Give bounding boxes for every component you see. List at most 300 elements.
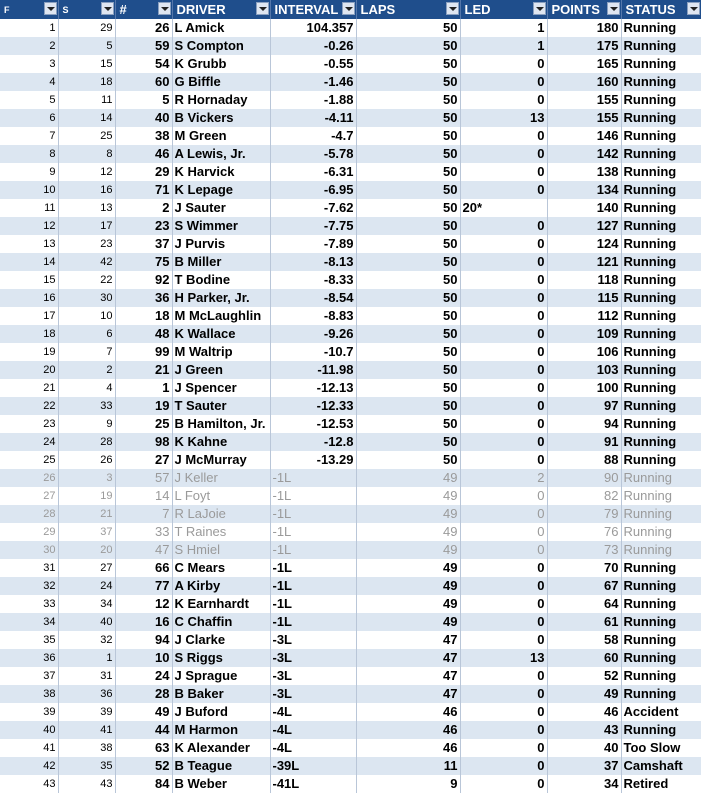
- cell-driver-name: J Sprague: [172, 667, 270, 685]
- cell-car-number: 25: [115, 415, 172, 433]
- table-row: [0, 469, 701, 487]
- cell-interval: -4.11: [270, 109, 356, 127]
- cell-finish-position: 16: [0, 289, 58, 307]
- cell-start-position: 10: [58, 307, 115, 325]
- cell-laps: 50: [356, 289, 460, 307]
- cell-finish-position: 4: [0, 73, 58, 91]
- cell-points: 140: [547, 199, 621, 217]
- cell-start-position: 8: [58, 145, 115, 163]
- filter-dropdown-icon[interactable]: [101, 2, 114, 15]
- cell-start-position: 29: [58, 19, 115, 37]
- cell-points: 103: [547, 361, 621, 379]
- table-row: [0, 451, 701, 469]
- cell-interval: -1.88: [270, 91, 356, 109]
- table-row: [0, 667, 701, 685]
- cell-finish-position: 22: [0, 397, 58, 415]
- cell-laps-led: 0: [460, 181, 547, 199]
- cell-points: 106: [547, 343, 621, 361]
- cell-interval: -13.29: [270, 451, 356, 469]
- cell-driver-name: L Foyt: [172, 487, 270, 505]
- cell-start-position: 21: [58, 505, 115, 523]
- cell-laps-led: 0: [460, 55, 547, 73]
- cell-status: Running: [621, 433, 701, 451]
- cell-driver-name: S Hmiel: [172, 541, 270, 559]
- cell-points: 109: [547, 325, 621, 343]
- cell-laps: 50: [356, 181, 460, 199]
- cell-laps-led: 0: [460, 703, 547, 721]
- cell-start-position: 4: [58, 379, 115, 397]
- cell-car-number: 54: [115, 55, 172, 73]
- cell-interval: -4L: [270, 721, 356, 739]
- cell-laps: 47: [356, 667, 460, 685]
- cell-interval: -7.62: [270, 199, 356, 217]
- cell-status: Running: [621, 73, 701, 91]
- cell-points: 112: [547, 307, 621, 325]
- cell-start-position: 20: [58, 541, 115, 559]
- cell-start-position: 34: [58, 595, 115, 613]
- column-header-s[interactable]: [58, 0, 115, 19]
- column-header-f[interactable]: [0, 0, 58, 19]
- cell-start-position: 27: [58, 559, 115, 577]
- cell-finish-position: 31: [0, 559, 58, 577]
- cell-laps-led: 0: [460, 163, 547, 181]
- cell-finish-position: 19: [0, 343, 58, 361]
- cell-interval: 104.357: [270, 19, 356, 37]
- cell-laps: 49: [356, 577, 460, 595]
- cell-laps: 49: [356, 469, 460, 487]
- cell-interval: -41L: [270, 775, 356, 793]
- column-header-laps[interactable]: [356, 0, 460, 19]
- table-row: [0, 325, 701, 343]
- cell-finish-position: 23: [0, 415, 58, 433]
- cell-car-number: 7: [115, 505, 172, 523]
- cell-laps-led: 0: [460, 145, 547, 163]
- cell-laps: 50: [356, 109, 460, 127]
- cell-interval: -1L: [270, 577, 356, 595]
- cell-points: 40: [547, 739, 621, 757]
- cell-driver-name: A Lewis, Jr.: [172, 145, 270, 163]
- cell-driver-name: K Wallace: [172, 325, 270, 343]
- filter-dropdown-icon[interactable]: [446, 2, 459, 15]
- cell-finish-position: 32: [0, 577, 58, 595]
- cell-laps-led: 0: [460, 595, 547, 613]
- cell-points: 64: [547, 595, 621, 613]
- cell-status: Running: [621, 505, 701, 523]
- cell-interval: -1L: [270, 559, 356, 577]
- cell-laps-led: 13: [460, 109, 547, 127]
- cell-driver-name: J Keller: [172, 469, 270, 487]
- cell-status: Running: [621, 721, 701, 739]
- filter-dropdown-icon[interactable]: [687, 2, 700, 15]
- table-row: [0, 289, 701, 307]
- cell-interval: -1L: [270, 541, 356, 559]
- cell-points: 94: [547, 415, 621, 433]
- cell-laps-led: 0: [460, 505, 547, 523]
- cell-points: 115: [547, 289, 621, 307]
- cell-finish-position: 6: [0, 109, 58, 127]
- cell-finish-position: 2: [0, 37, 58, 55]
- cell-laps: 50: [356, 127, 460, 145]
- cell-laps: 50: [356, 361, 460, 379]
- cell-points: 70: [547, 559, 621, 577]
- filter-dropdown-icon[interactable]: [44, 2, 57, 15]
- cell-car-number: 40: [115, 109, 172, 127]
- cell-laps-led: 13: [460, 649, 547, 667]
- cell-laps-led: 0: [460, 379, 547, 397]
- cell-interval: -1.46: [270, 73, 356, 91]
- cell-points: 52: [547, 667, 621, 685]
- column-header-label: LAPS: [360, 1, 396, 17]
- cell-laps: 50: [356, 271, 460, 289]
- cell-status: Running: [621, 487, 701, 505]
- cell-car-number: 2: [115, 199, 172, 217]
- cell-finish-position: 39: [0, 703, 58, 721]
- filter-dropdown-icon[interactable]: [607, 2, 620, 15]
- cell-status: Running: [621, 181, 701, 199]
- cell-laps-led: 0: [460, 325, 547, 343]
- cell-car-number: 59: [115, 37, 172, 55]
- cell-car-number: 47: [115, 541, 172, 559]
- cell-car-number: 44: [115, 721, 172, 739]
- cell-car-number: 48: [115, 325, 172, 343]
- cell-car-number: 66: [115, 559, 172, 577]
- cell-driver-name: M Waltrip: [172, 343, 270, 361]
- cell-status: Running: [621, 127, 701, 145]
- cell-finish-position: 20: [0, 361, 58, 379]
- table-row: [0, 235, 701, 253]
- cell-finish-position: 34: [0, 613, 58, 631]
- cell-status: Running: [621, 199, 701, 217]
- cell-laps: 9: [356, 775, 460, 793]
- header-row: [0, 0, 701, 19]
- cell-car-number: 46: [115, 145, 172, 163]
- cell-status: Running: [621, 271, 701, 289]
- cell-interval: -1L: [270, 523, 356, 541]
- cell-car-number: 5: [115, 91, 172, 109]
- cell-start-position: 32: [58, 631, 115, 649]
- cell-finish-position: 11: [0, 199, 58, 217]
- cell-driver-name: L Amick: [172, 19, 270, 37]
- cell-status: Running: [621, 613, 701, 631]
- cell-car-number: 33: [115, 523, 172, 541]
- cell-laps: 50: [356, 235, 460, 253]
- cell-status: Accident: [621, 703, 701, 721]
- cell-start-position: 43: [58, 775, 115, 793]
- filter-dropdown-icon[interactable]: [533, 2, 546, 15]
- cell-car-number: 94: [115, 631, 172, 649]
- cell-status: Running: [621, 235, 701, 253]
- cell-laps-led: 1: [460, 19, 547, 37]
- cell-start-position: 33: [58, 397, 115, 415]
- cell-points: 91: [547, 433, 621, 451]
- cell-driver-name: B Teague: [172, 757, 270, 775]
- cell-car-number: 77: [115, 577, 172, 595]
- cell-status: Running: [621, 253, 701, 271]
- cell-car-number: 99: [115, 343, 172, 361]
- cell-laps: 49: [356, 523, 460, 541]
- cell-start-position: 28: [58, 433, 115, 451]
- cell-status: Retired: [621, 775, 701, 793]
- table-row: [0, 487, 701, 505]
- cell-laps-led: 0: [460, 523, 547, 541]
- cell-laps: 50: [356, 415, 460, 433]
- cell-start-position: 12: [58, 163, 115, 181]
- cell-finish-position: 35: [0, 631, 58, 649]
- cell-driver-name: K Grubb: [172, 55, 270, 73]
- cell-points: 61: [547, 613, 621, 631]
- cell-laps-led: 0: [460, 433, 547, 451]
- cell-laps-led: 0: [460, 289, 547, 307]
- cell-car-number: 63: [115, 739, 172, 757]
- cell-interval: -39L: [270, 757, 356, 775]
- cell-start-position: 7: [58, 343, 115, 361]
- cell-status: Running: [621, 361, 701, 379]
- cell-status: Running: [621, 559, 701, 577]
- cell-status: Running: [621, 325, 701, 343]
- cell-finish-position: 36: [0, 649, 58, 667]
- cell-start-position: 38: [58, 739, 115, 757]
- cell-interval: -3L: [270, 667, 356, 685]
- cell-car-number: 52: [115, 757, 172, 775]
- cell-interval: -3L: [270, 685, 356, 703]
- cell-laps-led: 0: [460, 127, 547, 145]
- cell-points: 46: [547, 703, 621, 721]
- cell-points: 58: [547, 631, 621, 649]
- table-row: [0, 757, 701, 775]
- cell-interval: -12.53: [270, 415, 356, 433]
- cell-driver-name: K Harvick: [172, 163, 270, 181]
- cell-status: Running: [621, 343, 701, 361]
- cell-laps: 50: [356, 307, 460, 325]
- cell-status: Running: [621, 541, 701, 559]
- cell-status: Running: [621, 451, 701, 469]
- table-row: [0, 577, 701, 595]
- cell-driver-name: J Sauter: [172, 199, 270, 217]
- cell-laps-led: 0: [460, 775, 547, 793]
- filter-dropdown-icon[interactable]: [256, 2, 269, 15]
- cell-status: Running: [621, 19, 701, 37]
- column-header-led[interactable]: [460, 0, 547, 19]
- cell-start-position: 16: [58, 181, 115, 199]
- cell-laps-led: 0: [460, 667, 547, 685]
- table-row: [0, 379, 701, 397]
- cell-start-position: 22: [58, 271, 115, 289]
- cell-car-number: 92: [115, 271, 172, 289]
- table-row: [0, 73, 701, 91]
- cell-laps: 47: [356, 649, 460, 667]
- cell-finish-position: 18: [0, 325, 58, 343]
- cell-laps: 50: [356, 73, 460, 91]
- cell-laps: 46: [356, 721, 460, 739]
- cell-points: 73: [547, 541, 621, 559]
- cell-points: 138: [547, 163, 621, 181]
- cell-driver-name: B Baker: [172, 685, 270, 703]
- cell-driver-name: B Miller: [172, 253, 270, 271]
- cell-start-position: 30: [58, 289, 115, 307]
- table-row: [0, 523, 701, 541]
- cell-laps-led: 0: [460, 451, 547, 469]
- cell-points: 88: [547, 451, 621, 469]
- cell-points: 34: [547, 775, 621, 793]
- cell-car-number: 10: [115, 649, 172, 667]
- cell-laps: 50: [356, 433, 460, 451]
- cell-car-number: 26: [115, 19, 172, 37]
- column-header-label: F: [4, 5, 10, 15]
- table-row: [0, 505, 701, 523]
- table-row: [0, 595, 701, 613]
- cell-car-number: 71: [115, 181, 172, 199]
- cell-laps: 11: [356, 757, 460, 775]
- cell-laps-led: 0: [460, 73, 547, 91]
- cell-interval: -4L: [270, 703, 356, 721]
- cell-laps: 50: [356, 397, 460, 415]
- cell-laps-led: 0: [460, 721, 547, 739]
- cell-car-number: 36: [115, 289, 172, 307]
- cell-start-position: 36: [58, 685, 115, 703]
- cell-status: Running: [621, 469, 701, 487]
- cell-car-number: 49: [115, 703, 172, 721]
- table-row: [0, 361, 701, 379]
- cell-laps: 50: [356, 91, 460, 109]
- cell-car-number: 21: [115, 361, 172, 379]
- cell-start-position: 17: [58, 217, 115, 235]
- table-row: [0, 613, 701, 631]
- cell-status: Running: [621, 289, 701, 307]
- cell-car-number: 28: [115, 685, 172, 703]
- cell-laps-led: 0: [460, 739, 547, 757]
- cell-start-position: 13: [58, 199, 115, 217]
- cell-start-position: 15: [58, 55, 115, 73]
- filter-dropdown-icon[interactable]: [342, 2, 355, 15]
- cell-interval: -12.8: [270, 433, 356, 451]
- cell-start-position: 9: [58, 415, 115, 433]
- cell-car-number: 1: [115, 379, 172, 397]
- cell-points: 118: [547, 271, 621, 289]
- cell-laps: 49: [356, 505, 460, 523]
- cell-finish-position: 27: [0, 487, 58, 505]
- cell-laps-led: 0: [460, 91, 547, 109]
- cell-status: Running: [621, 415, 701, 433]
- cell-laps: 50: [356, 145, 460, 163]
- cell-finish-position: 41: [0, 739, 58, 757]
- cell-start-position: 25: [58, 127, 115, 145]
- cell-start-position: 3: [58, 469, 115, 487]
- cell-status: Camshaft: [621, 757, 701, 775]
- column-header-status[interactable]: [621, 0, 701, 19]
- cell-start-position: 26: [58, 451, 115, 469]
- cell-finish-position: 26: [0, 469, 58, 487]
- cell-driver-name: K Alexander: [172, 739, 270, 757]
- column-header-points[interactable]: [547, 0, 621, 19]
- cell-car-number: 16: [115, 613, 172, 631]
- cell-laps: 50: [356, 217, 460, 235]
- cell-interval: -1L: [270, 613, 356, 631]
- column-header-label: LED: [464, 1, 491, 17]
- cell-finish-position: 38: [0, 685, 58, 703]
- cell-laps: 50: [356, 199, 460, 217]
- cell-finish-position: 15: [0, 271, 58, 289]
- table-row: [0, 181, 701, 199]
- cell-interval: -0.55: [270, 55, 356, 73]
- cell-status: Running: [621, 631, 701, 649]
- cell-finish-position: 43: [0, 775, 58, 793]
- table-row: [0, 109, 701, 127]
- cell-start-position: 39: [58, 703, 115, 721]
- cell-interval: -5.78: [270, 145, 356, 163]
- cell-laps-led: 0: [460, 541, 547, 559]
- cell-status: Running: [621, 109, 701, 127]
- cell-driver-name: G Biffle: [172, 73, 270, 91]
- cell-status: Running: [621, 379, 701, 397]
- column-header-label: POINTS: [551, 1, 600, 17]
- cell-driver-name: S Wimmer: [172, 217, 270, 235]
- cell-driver-name: T Raines: [172, 523, 270, 541]
- column-header-driver[interactable]: [172, 0, 270, 19]
- cell-finish-position: 8: [0, 145, 58, 163]
- cell-car-number: 27: [115, 451, 172, 469]
- cell-points: 134: [547, 181, 621, 199]
- table-row: [0, 19, 701, 37]
- cell-driver-name: J Clarke: [172, 631, 270, 649]
- cell-points: 100: [547, 379, 621, 397]
- cell-laps-led: 0: [460, 217, 547, 235]
- cell-finish-position: 5: [0, 91, 58, 109]
- cell-points: 79: [547, 505, 621, 523]
- cell-finish-position: 37: [0, 667, 58, 685]
- table-row: [0, 163, 701, 181]
- table-row: [0, 649, 701, 667]
- cell-car-number: 18: [115, 307, 172, 325]
- cell-laps-led: 20*: [460, 199, 547, 217]
- cell-interval: -0.26: [270, 37, 356, 55]
- cell-status: Running: [621, 685, 701, 703]
- column-header-interval[interactable]: [270, 0, 356, 19]
- cell-driver-name: M Harmon: [172, 721, 270, 739]
- cell-driver-name: K Lepage: [172, 181, 270, 199]
- column-header-num[interactable]: [115, 0, 172, 19]
- cell-interval: -9.26: [270, 325, 356, 343]
- cell-start-position: 18: [58, 73, 115, 91]
- cell-start-position: 23: [58, 235, 115, 253]
- cell-points: 90: [547, 469, 621, 487]
- cell-interval: -4L: [270, 739, 356, 757]
- cell-interval: -6.95: [270, 181, 356, 199]
- table-row: [0, 631, 701, 649]
- cell-start-position: 2: [58, 361, 115, 379]
- cell-finish-position: 1: [0, 19, 58, 37]
- cell-points: 37: [547, 757, 621, 775]
- cell-driver-name: J Buford: [172, 703, 270, 721]
- cell-driver-name: J Purvis: [172, 235, 270, 253]
- cell-points: 76: [547, 523, 621, 541]
- cell-laps-led: 0: [460, 613, 547, 631]
- cell-driver-name: B Weber: [172, 775, 270, 793]
- cell-points: 60: [547, 649, 621, 667]
- filter-dropdown-icon[interactable]: [158, 2, 171, 15]
- cell-points: 82: [547, 487, 621, 505]
- cell-driver-name: T Bodine: [172, 271, 270, 289]
- table-row: [0, 271, 701, 289]
- cell-interval: -11.98: [270, 361, 356, 379]
- cell-laps-led: 0: [460, 343, 547, 361]
- cell-laps-led: 0: [460, 307, 547, 325]
- cell-driver-name: J McMurray: [172, 451, 270, 469]
- cell-laps: 50: [356, 343, 460, 361]
- cell-interval: -3L: [270, 631, 356, 649]
- cell-finish-position: 17: [0, 307, 58, 325]
- cell-status: Too Slow: [621, 739, 701, 757]
- table-row: [0, 721, 701, 739]
